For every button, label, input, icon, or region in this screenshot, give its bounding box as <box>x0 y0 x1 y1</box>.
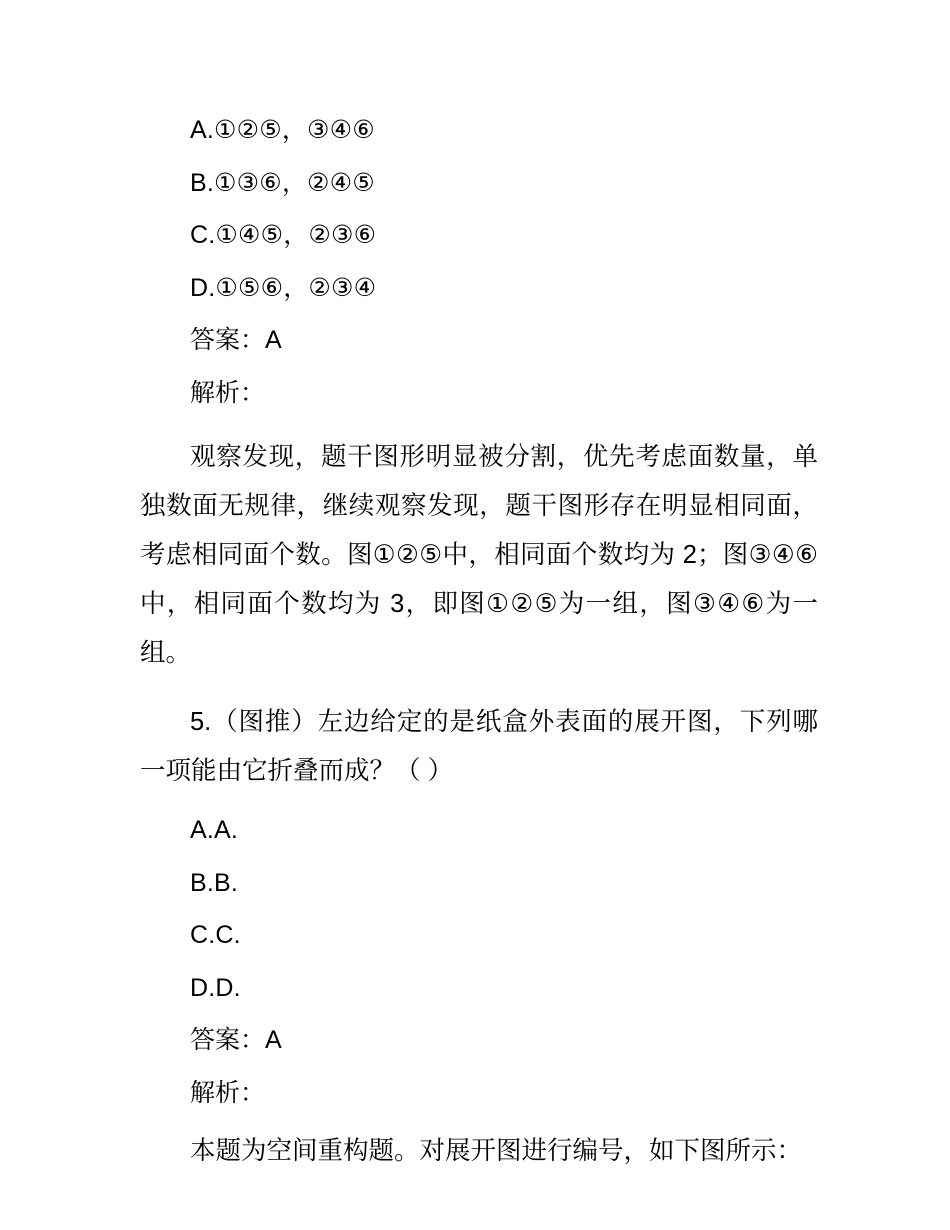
q4-analysis-text: 观察发现，题干图形明显被分割，优先考虑面数量，单独数面无规律，继续观察发现，题干图形存在明显相同面，考虑相同面个数。图①②⑤中，相同面个数均为 2；图③④⑥中，相同面个数均为 3，即图①②⑤为一组，图③④⑥为一组。 <box>140 443 818 667</box>
q5-option-c: C.C. <box>190 921 241 949</box>
q5-option-a: A.A. <box>190 816 239 844</box>
q4-option-c: C.①④⑤，②③⑥ <box>190 221 377 249</box>
q5-stem: 5.（图推）左边给定的是纸盒外表面的展开图，下列哪一项能由它折叠而成？（ ） <box>140 708 818 785</box>
q4-option-a: A.①②⑤，③④⑥ <box>190 116 375 144</box>
spacer <box>140 796 818 804</box>
q5-analysis-text: 本题为空间重构题。对展开图进行编号，如下图所示： <box>190 1137 803 1165</box>
document-content <box>140 104 818 1176</box>
q4-option-b: B.①③⑥，②④⑤ <box>190 168 375 197</box>
spacer <box>140 419 818 433</box>
q4-analysis-label: 解析： <box>190 378 266 407</box>
q5-option-d: D.D. <box>190 973 241 1002</box>
spacer <box>140 1119 818 1127</box>
spacer <box>140 678 818 698</box>
q5-option-b: B.B. <box>190 868 239 897</box>
q4-option-d: D.①⑤⑥，②③④ <box>190 273 377 302</box>
q5-analysis-label: 解析： <box>190 1078 266 1107</box>
q4-answer-line: 答案：A <box>190 326 282 354</box>
q5-answer-line: 答案：A <box>190 1026 282 1054</box>
